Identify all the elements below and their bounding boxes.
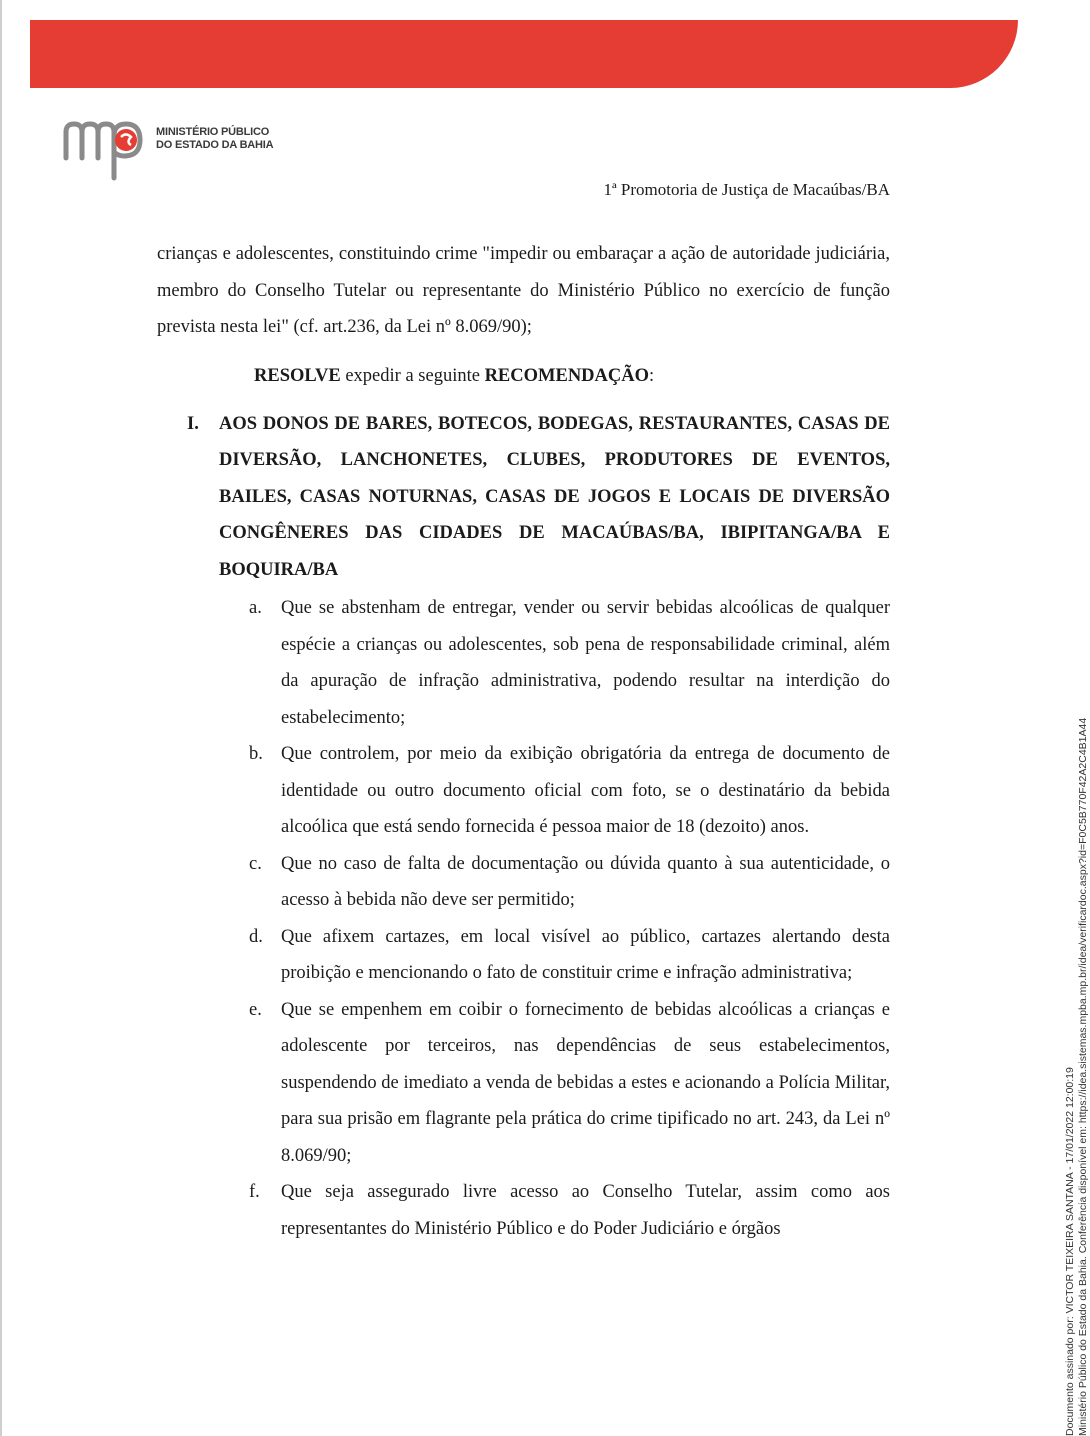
list-item: [249, 919, 890, 992]
stamp-line-2: Ministério Público do Estado da Bahia. Conferência disponível em: https://idea.sistemas.mpba.mp.br/idea/verificardoc.aspx?id=F0C5B770F42A2C4B1A44: [1077, 717, 1089, 1436]
list-item: [249, 590, 890, 736]
section-i: [157, 406, 890, 589]
logo-line-2: DO ESTADO DA BAHIA: [156, 139, 274, 151]
resolve-end: :: [649, 365, 655, 386]
item-text: Que seja assegurado livre acesso ao Conselho Tutelar, assim como aos representantes do Ministério Público e do Poder Judiciário e órgãos: [281, 1182, 890, 1239]
mp-logo-icon: [62, 118, 146, 182]
list-item: [249, 846, 890, 919]
list-item: [249, 992, 890, 1175]
promotoria-heading: 1ª Promotoria de Justiça de Macaúbas/BA: [603, 180, 890, 199]
resolve-line: [254, 358, 890, 394]
resolve-keyword: RESOLVE: [254, 365, 341, 386]
item-letter: e.: [249, 999, 262, 1020]
intro-paragraph: crianças e adolescentes, constituindo crime "impedir ou embaraçar a ação de autoridade judiciária, membro do Conselho Tutelar ou representante do Ministério Público no exercício de função prevista nesta lei" (cf. art.236, da Lei nº 8.069/90);: [157, 244, 890, 337]
item-letter: a.: [249, 598, 262, 618]
recommendation-items: [249, 590, 890, 1247]
document-body: [157, 236, 890, 1247]
list-item: [249, 736, 890, 846]
item-text: Que afixem cartazes, em local visível ao público, cartazes alertando desta proibição e mencionando o fato de constituir crime e infração administrativa;: [281, 926, 890, 983]
item-text: Que controlem, por meio da exibição obrigatória da entrega de documento de identidade ou outro documento oficial com foto, se o destinatário da bebida alcoólica que está sendo fornecida é pessoa maior de 18 (dezoito) anos.: [281, 744, 890, 837]
list-item: [249, 1174, 890, 1247]
recommendation-keyword: RECOMENDAÇÃO: [484, 365, 650, 386]
item-letter: b.: [249, 744, 263, 764]
item-text: Que se abstenham de entregar, vender ou servir bebidas alcoólicas de qualquer espécie a crianças ou adolescentes, sob pena de responsabilidade criminal, além da apuração de infração administrativa, podendo resultar na interdição do estabelecimento;: [281, 598, 890, 728]
item-text: Que se empenhem em coibir o fornecimento de bebidas alcoólicas a crianças e adolescente por terceiros, nas dependências de seus estabelecimentos, suspendendo de imediato a venda de bebidas a estes e acionando a Polícia Militar, para sua prisão em flagrante pela prática do crime tipificado no art. 243, da Lei nº 8.069/90;: [281, 999, 890, 1166]
item-letter: f.: [249, 1182, 260, 1202]
logo-line-1: MINISTÉRIO PÚBLICO: [156, 126, 270, 138]
resolve-middle: expedir a seguinte: [340, 365, 485, 386]
section-title: AOS DONOS DE BARES, BOTECOS, BODEGAS, RESTAURANTES, CASAS DE DIVERSÃO, LANCHONETES, CLUBES, PRODUTORES DE EVENTOS, BAILES, CASAS NOTURNAS, CASAS DE JOGOS E LOCAIS DE DIVERSÃO CONGÊNERES DAS CIDADES DE MACAÚBAS/BA, IBIPITANGA/BA E BOQUIRA/BA: [219, 413, 890, 580]
institution-logo: [62, 118, 273, 182]
logo-text: [156, 126, 273, 152]
item-text: Que no caso de falta de documentação ou dúvida quanto à sua autenticidade, o acesso à bebida não deve ser permitido;: [281, 853, 890, 910]
header-red-band: [30, 20, 1018, 88]
item-letter: d.: [249, 926, 263, 947]
signature-verification-stamp: [1064, 456, 1090, 1436]
page-left-edge: [0, 0, 2, 1436]
item-letter: c.: [249, 853, 262, 874]
section-number: I.: [187, 413, 199, 434]
stamp-line-1: Documento assinado por: VICTOR TEIXEIRA SANTANA - 17/01/2022 12:00:19: [1064, 1067, 1076, 1436]
